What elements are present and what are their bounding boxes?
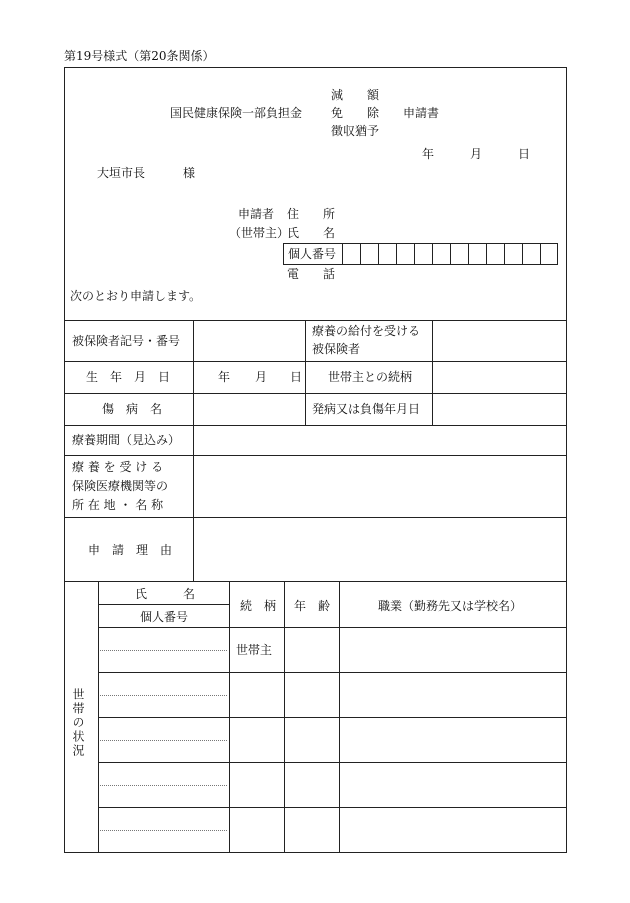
institution-label-line2: 保険医療機関等の [72, 479, 169, 493]
birth-day-label: 日 [290, 370, 303, 384]
date-day-label: 日 [518, 147, 531, 161]
household-name-number-separator [100, 650, 227, 651]
relation-field[interactable] [435, 364, 565, 391]
number-digit-box[interactable] [486, 243, 487, 265]
relation-to-head-label: 世帯主との続柄 [328, 370, 413, 384]
household-age-header: 年 齢 [294, 599, 331, 613]
treatment-period-field[interactable] [196, 428, 565, 453]
recipient-field[interactable] [435, 323, 565, 359]
household-header-divider [98, 604, 229, 605]
table-col-divider [432, 320, 433, 425]
institution-label-line3: 所 在 地 ・ 名 称 [72, 498, 164, 512]
reason-label: 申 請 理 由 [88, 543, 173, 557]
household-name-field[interactable] [100, 764, 227, 784]
number-digit-box[interactable] [540, 243, 541, 265]
table-col-divider [305, 320, 306, 425]
household-name-number-separator [100, 785, 227, 786]
applicant-label: 申請者 [238, 207, 275, 221]
number-digit-box[interactable] [378, 243, 379, 265]
form-label: 第19号様式（第20条関係） [64, 49, 215, 63]
number-digit-box[interactable] [504, 243, 505, 265]
number-digit-box[interactable] [450, 243, 451, 265]
treatment-period-label: 療養期間（見込み） [72, 433, 181, 447]
household-row-divider [98, 672, 567, 673]
household-name-field[interactable] [100, 629, 227, 649]
household-row-divider [98, 762, 567, 763]
institution-field[interactable] [196, 458, 565, 515]
insured-number-field[interactable] [196, 323, 302, 359]
birth-year-label: 年 [218, 370, 231, 384]
request-sentence: 次のとおり申請します。 [70, 289, 202, 303]
household-head-label: （世帯主） [229, 226, 290, 240]
mayor-label: 大垣市長 [97, 166, 146, 180]
number-digit-box[interactable] [360, 243, 361, 265]
recipient-label-line2: 被保険者 [312, 342, 361, 356]
table-col-divider [193, 320, 194, 581]
insured-number-label: 被保険者記号・番号 [72, 334, 181, 348]
institution-label-line1: 療 養 を 受 け る [72, 460, 164, 474]
name-label: 氏 名 [287, 226, 336, 240]
table-row-divider [64, 455, 567, 456]
household-row-divider [98, 627, 567, 628]
reason-field[interactable] [196, 520, 565, 579]
table-row-divider [64, 581, 567, 582]
household-name-number-separator [100, 695, 227, 696]
household-row-divider [98, 807, 567, 808]
household-relation-header: 続 柄 [240, 599, 277, 613]
suspension-label: 徴収猶予 [331, 124, 380, 138]
number-digit-box[interactable] [414, 243, 415, 265]
exemption-label: 免 除 [331, 106, 380, 120]
reduction-label: 減 額 [331, 88, 380, 102]
household-name-header: 氏 名 [135, 587, 196, 601]
table-row-divider [64, 393, 567, 394]
number-digit-box[interactable] [468, 243, 469, 265]
table-row-divider [64, 320, 567, 321]
household-head-relation: 世帯主 [236, 643, 273, 657]
address-label: 住 所 [287, 207, 336, 221]
birth-label: 生 年 月 日 [86, 370, 171, 384]
number-digit-box[interactable] [342, 243, 343, 265]
disease-name-label: 傷 病 名 [102, 402, 163, 416]
household-number-header: 個人番号 [140, 610, 189, 624]
date-year-label: 年 [422, 147, 435, 161]
household-row-divider [98, 717, 567, 718]
recipient-label-line1: 療養の給付を受ける [312, 324, 421, 338]
individual-number-label: 個人番号 [288, 247, 337, 261]
household-occupation-header: 職業（勤務先又は学校名） [378, 599, 523, 613]
household-name-number-separator [100, 740, 227, 741]
disease-name-field[interactable] [196, 396, 302, 423]
table-row-divider [64, 425, 567, 426]
application-label: 申請書 [403, 106, 440, 120]
household-name-field[interactable] [100, 719, 227, 739]
onset-date-label: 発病又は負傷年月日 [312, 402, 421, 416]
sama-label: 様 [183, 166, 196, 180]
number-digit-box[interactable] [396, 243, 397, 265]
number-digit-box[interactable] [432, 243, 433, 265]
household-name-field[interactable] [100, 674, 227, 694]
number-digit-box[interactable] [522, 243, 523, 265]
household-name-field[interactable] [100, 809, 227, 829]
table-row-divider [64, 517, 567, 518]
household-name-number-separator [100, 830, 227, 831]
household-section-label: 世帯の状況 [71, 688, 85, 758]
form-title: 国民健康保険一部負担金 [170, 106, 303, 120]
onset-date-field[interactable] [435, 396, 565, 423]
birth-month-label: 月 [255, 370, 268, 384]
table-row-divider [64, 361, 567, 362]
date-month-label: 月 [470, 147, 483, 161]
phone-label: 電 話 [287, 267, 336, 281]
